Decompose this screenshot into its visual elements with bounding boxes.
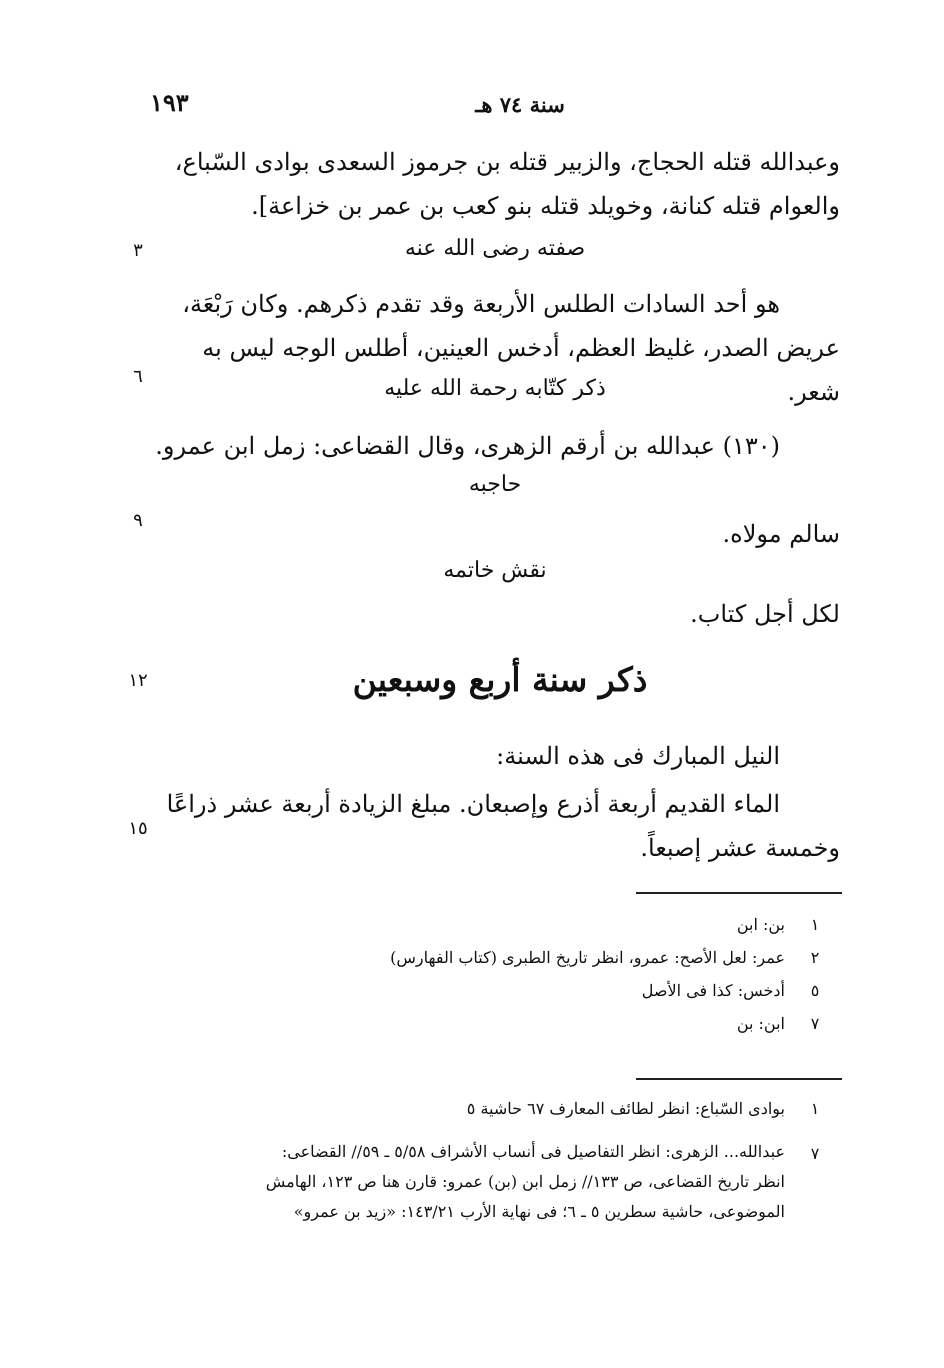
main-heading: ذكر سنة أربع وسبعين	[352, 660, 648, 699]
paragraph-line: وعبدالله قتله الحجاج، والزبير قتله بن جرموز السعدى بوادى السّباع،	[174, 148, 840, 176]
apparatus-number: ١	[810, 915, 820, 934]
paragraph-line: عريض الصدر، غليظ العظم، أدخس العينين، أطلس الوجه ليس به شعر.	[202, 334, 840, 406]
paragraph-line: وخمسة عشر إصبعاً.	[640, 834, 840, 862]
section-heading: صفته رضى الله عنه	[404, 236, 586, 261]
note-number: ١	[810, 1099, 820, 1118]
note-line: انظر تاريخ القضاعى، ص ١٣٣// زمل ابن (بن) عمرو: قارن هنا ص ١٢٣، الهامش	[265, 1172, 785, 1191]
apparatus-entry	[155, 1007, 845, 1040]
critical-apparatus	[155, 908, 845, 1040]
note-line: الموضوعى، حاشية سطرين ٥ ـ ٦؛ فى نهاية الأرب ١٤٣/٢١: «زيد بن عمرو»	[293, 1202, 785, 1221]
section-heading: حاجبه	[468, 472, 522, 497]
section-heading: ذكر كتّابه رحمة الله عليه	[384, 376, 606, 401]
apparatus-number: ٧	[810, 1014, 820, 1033]
apparatus-text: ابن: بن	[736, 1014, 785, 1033]
apparatus-text: بن: ابن	[736, 915, 785, 934]
apparatus-entry	[155, 974, 845, 1007]
notes-rule	[636, 1078, 842, 1080]
line-number: ٩	[133, 510, 143, 531]
apparatus-rule	[636, 892, 842, 894]
paragraph-line: والعوام قتله كنانة، وخويلد قتله بنو كعب بن عمر بن خزاعة].	[251, 192, 840, 220]
paragraph-line: النيل المبارك فى هذه السنة:	[496, 742, 780, 770]
apparatus-entry	[155, 941, 845, 974]
paragraph-line: لكل أجل كتاب.	[690, 600, 840, 628]
paragraph-line: (١٣٠) عبدالله بن أرقم الزهرى، وقال القضاعى: زمل ابن عمرو.	[155, 432, 780, 460]
notes-block	[155, 1092, 845, 1227]
apparatus-entry	[155, 908, 845, 941]
page-number: ١٩٣	[150, 88, 189, 117]
running-header-title: سنة ٧٤ هـ	[475, 92, 565, 117]
note-entry	[155, 1092, 845, 1125]
line-number: ٣	[133, 240, 143, 261]
note-text	[155, 1137, 785, 1227]
paragraph-line: سالم مولاه.	[722, 520, 840, 548]
paragraph-line: الماء القديم أربعة أذرع وإصبعان. مبلغ الزيادة أربعة عشر ذراعًا	[166, 790, 780, 818]
note-number: ٧	[810, 1144, 820, 1163]
note-line: عبدالله... الزهرى: انظر التفاصيل فى أنساب الأشراف ٥/٥٨ ـ ٥٩// القضاعى:	[281, 1142, 785, 1161]
line-number: ١٥	[128, 818, 148, 839]
line-number: ١٢	[128, 670, 148, 691]
apparatus-text: عمر: لعل الأصح: عمرو، انظر تاريخ الطبرى (كتاب الفهارس)	[390, 948, 785, 967]
apparatus-number: ٢	[810, 948, 820, 967]
note-text: بوادى السّباع: انظر لطائف المعارف ٦٧ حاشية ٥	[466, 1099, 785, 1118]
paragraph-line: هو أحد السادات الطلس الأربعة وقد تقدم ذكرهم. وكان رَبْعَة،	[182, 290, 780, 318]
apparatus-text: أدخس: كذا فى الأصل	[641, 981, 785, 1000]
line-number: ٦	[133, 366, 143, 387]
apparatus-number: ٥	[810, 981, 820, 1000]
note-entry	[155, 1137, 845, 1227]
section-heading: نقش خاتمه	[443, 558, 547, 583]
